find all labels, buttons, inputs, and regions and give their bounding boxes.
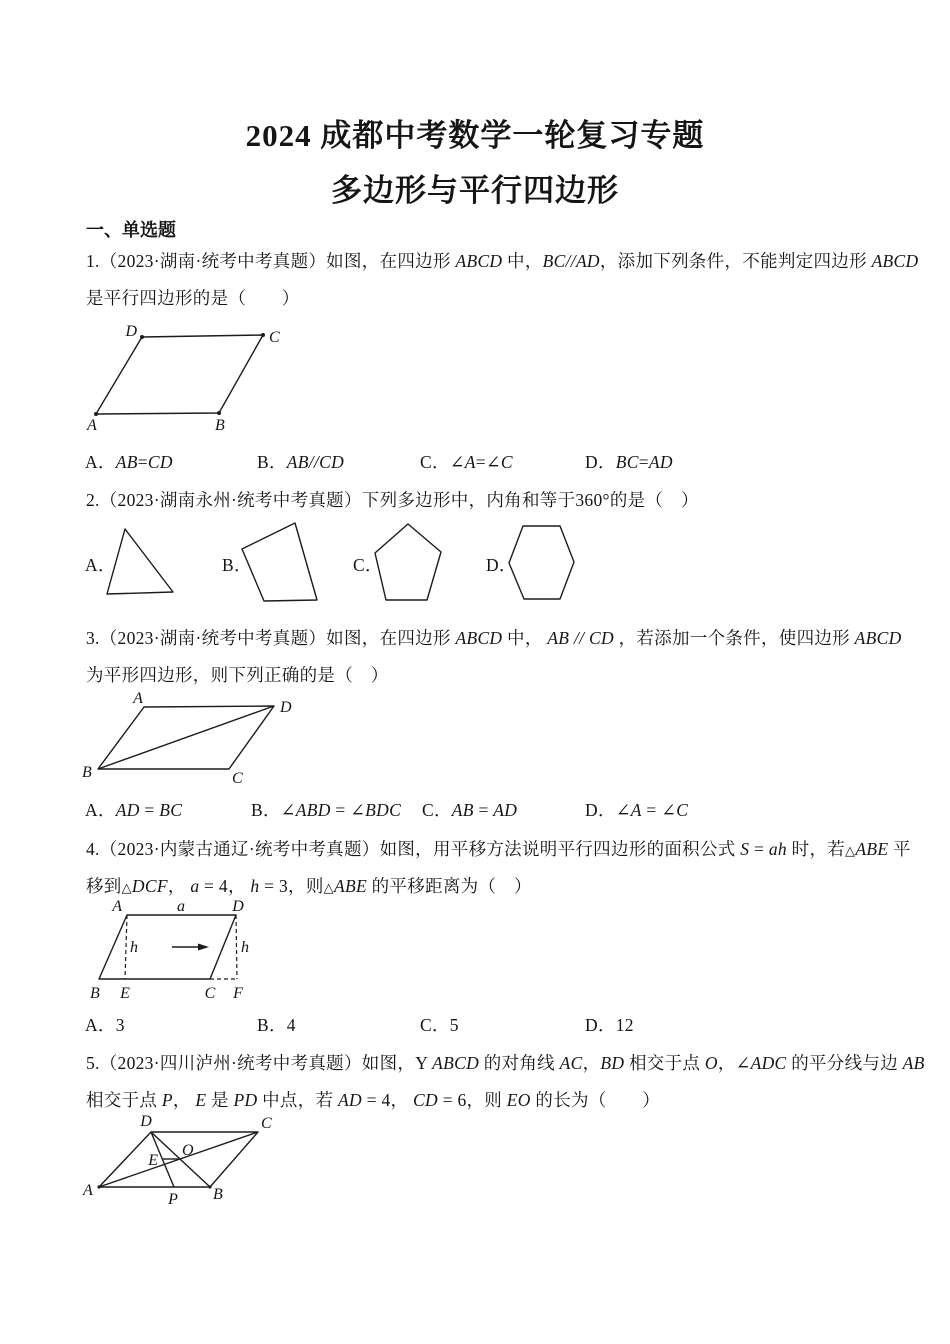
q1-option-b — [257, 449, 344, 474]
q4-option-d-label: D． — [585, 1015, 616, 1035]
fig4-label-f-point: F — [233, 985, 243, 1002]
q3-option-d-text: ∠A = ∠C — [615, 800, 689, 820]
diagonal-bd — [98, 706, 274, 769]
fig5-label-p: P — [168, 1191, 178, 1208]
fig4-label-a-vertex: A — [112, 898, 122, 915]
fig4-label-a-side: a — [177, 898, 185, 915]
q1-stem-line2: 是平行四边形的是（ ） — [86, 288, 300, 308]
vertex-d-dot — [140, 335, 144, 339]
q1-option-c-text: ∠A=∠C — [449, 452, 513, 472]
q4-option-a — [85, 1012, 125, 1037]
height-df-dashed — [236, 915, 237, 979]
q3-figure-parallelogram-with-diagonal — [80, 690, 330, 788]
q1-figure-parallelogram — [83, 322, 333, 440]
q5-stem-line1: 5.（2023·四川泸州·统考中考真题）如图，Y ABCD 的对角线 AC，BD 相交于点 O，∠ADC 的平分线与边 AB — [86, 1053, 925, 1073]
q4-option-c — [420, 1012, 459, 1037]
fig1-label-c: C — [269, 329, 280, 346]
q4-option-d-text: 12 — [615, 1015, 634, 1035]
hexagon-outline — [509, 526, 574, 599]
q2-option-d-hexagon-icon — [500, 518, 584, 606]
triangle-outline — [107, 529, 173, 594]
doc-title-line2: 多边形与平行四边形 — [331, 173, 619, 208]
vertex-a-dot — [97, 1185, 100, 1188]
q3-option-d — [585, 797, 688, 822]
q1-option-d — [585, 449, 673, 474]
pentagon-outline — [375, 524, 441, 600]
q2-stem: 2.（2023·湖南永州·统考中考真题）下列多边形中，内角和等于360°的是（ ） — [86, 490, 699, 510]
q3-option-a-label: A． — [85, 800, 116, 820]
vertex-a-dot — [94, 412, 98, 416]
fig5-label-a: A — [83, 1182, 93, 1199]
q1-option-a-text: AB=CD — [115, 452, 173, 472]
q3-option-b-text: ∠ABD = ∠BDC — [280, 800, 402, 820]
q3-stem-line1: 3.（2023·湖南·统考中考真题）如图，在四边形 ABCD 中， AB // CD ，若添加一个条件，使四边形 ABCD — [86, 628, 902, 648]
q2-option-b-quadrilateral-icon — [233, 516, 327, 608]
q4-option-c-label: C． — [420, 1015, 450, 1035]
q3-option-c — [422, 797, 517, 822]
q1-option-b-text: AB//CD — [286, 452, 345, 472]
fig1-label-b: B — [215, 417, 225, 434]
fig5-label-e: E — [148, 1152, 158, 1169]
fig4-label-d-vertex: D — [232, 898, 244, 915]
vertex-c-dot — [261, 333, 265, 337]
fig5-label-c: C — [261, 1115, 272, 1132]
fig4-label-h-left: h — [130, 939, 138, 956]
q4-stem-line2: 移到△DCF， a = 4， h = 3，则△ABE 的平移距离为（ ） — [86, 876, 532, 896]
fig4-label-e-point: E — [120, 985, 130, 1002]
fig3-label-c: C — [232, 770, 243, 787]
diagonal-db — [151, 1132, 210, 1187]
fig3-label-d: D — [280, 699, 292, 716]
q2-option-c-pentagon-icon — [366, 516, 450, 608]
q1-option-d-text: BC=AD — [615, 452, 673, 472]
q2-option-d-label: D． — [486, 555, 517, 575]
quadrilateral-outline — [242, 523, 317, 601]
q4-option-a-text: 3 — [115, 1015, 125, 1035]
q4-option-b-label: B． — [257, 1015, 287, 1035]
q2-option-c-label: C． — [353, 555, 383, 575]
fig4-label-h-right: h — [241, 939, 249, 956]
q2-option-a-triangle-icon — [98, 523, 182, 601]
q1-option-c — [420, 449, 513, 474]
translation-arrow-head — [198, 944, 209, 951]
q4-option-c-text: 5 — [449, 1015, 459, 1035]
q3-option-c-text: AB = AD — [451, 800, 518, 820]
q3-option-a — [85, 797, 182, 822]
fig1-label-d: D — [125, 323, 137, 340]
q5-figure-parallelogram-diagonals — [78, 1112, 313, 1217]
q4-option-d — [585, 1012, 634, 1037]
q3-option-c-label: C． — [422, 800, 452, 820]
q3-option-b — [251, 797, 401, 822]
q4-option-a-label: A． — [85, 1015, 116, 1035]
q4-option-b — [257, 1012, 296, 1037]
q4-option-b-text: 4 — [286, 1015, 296, 1035]
q1-option-b-label: B． — [257, 452, 287, 472]
fig5-label-o: O — [182, 1142, 194, 1159]
q3-stem-line2: 为平形四边形，则下列正确的是（ ） — [86, 665, 389, 685]
q3-option-a-text: AD = BC — [115, 800, 183, 820]
fig4-label-b-vertex: B — [90, 985, 100, 1002]
q1-stem-line1: 1.（2023·湖南·统考中考真题）如图，在四边形 ABCD 中，BC//AD，添加下列条件，不能判定四边形 ABCD — [86, 251, 919, 271]
fig5-label-d: D — [140, 1113, 152, 1130]
parallelogram-outline — [99, 915, 236, 979]
q1-option-d-label: D． — [585, 452, 616, 472]
vertex-b-dot — [217, 411, 221, 415]
q3-option-d-label: D． — [585, 800, 616, 820]
q1-option-a — [85, 449, 173, 474]
q2-option-a-label: A． — [85, 555, 116, 575]
vertex-b-dot — [208, 1185, 211, 1188]
q3-option-b-label: B． — [251, 800, 281, 820]
q1-option-a-label: A． — [85, 452, 116, 472]
doc-title-line1: 2024 成都中考数学一轮复习专题 — [245, 118, 705, 153]
height-ae-dashed — [125, 915, 127, 979]
q1-option-c-label: C． — [420, 452, 450, 472]
fig4-label-c-vertex: C — [204, 985, 216, 1002]
q4-stem-line1: 4.（2023·内蒙古通辽·统考中考真题）如图，用平移方法说明平行四边形的面积公式 S = ah 时，若△ABE 平 — [86, 839, 911, 859]
section-heading: 一、单选题 — [86, 220, 176, 240]
q2-option-b-label: B． — [222, 555, 252, 575]
q4-figure-parallelogram-heights — [82, 898, 297, 1004]
parallelogram-outline — [96, 335, 263, 414]
fig3-label-a: A — [133, 690, 143, 707]
q5-stem-line2: 相交于点 P， E 是 PD 中点，若 AD = 4， CD = 6，则 EO 的长为（ ） — [86, 1090, 660, 1110]
fig5-label-b: B — [213, 1186, 223, 1203]
fig1-label-a: A — [87, 417, 97, 434]
fig3-label-b: B — [82, 764, 92, 781]
